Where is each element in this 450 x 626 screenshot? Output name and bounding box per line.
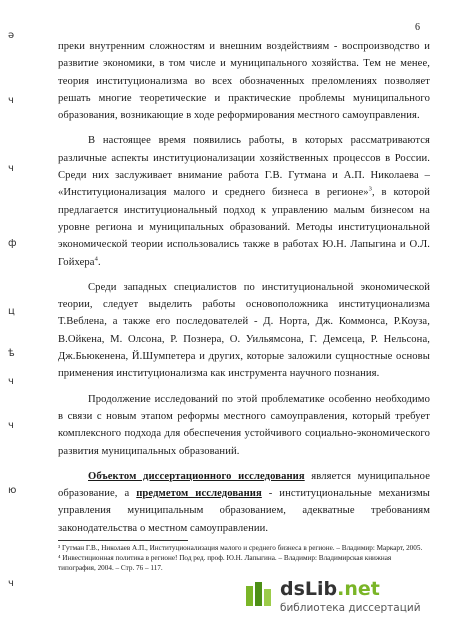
paragraph: Продолжение исследований по этой проблематике особенно необходимо в связи с новым этапом реформы местного самоуправления, который требует комплексного подхода для обеспечения устойчивого социально-экономического развития муниципальных образований. (58, 393, 430, 457)
watermark-brand: dsLib.net (280, 578, 380, 600)
margin-mark: ч (8, 376, 14, 387)
object-term: Объектом диссертационного исследования (88, 470, 305, 482)
margin-mark: ч (8, 420, 14, 431)
watermark-subtitle: библиотека диссертаций (280, 602, 421, 614)
body-text (58, 38, 430, 541)
paragraph-text: является муниципальное образование, а (58, 470, 430, 500)
paragraph: Среди западных специалистов по институциональной экономической теории, следует выделить работы основоположника институционализма Т.Веблена, а также его последователей - Д. Норта, Дж. Коммонса, Р.Коуза, В.Ойкена, М. Олсона, Р. Познера, О. Уильямсона, Г. Демсеца, Р. Нельсона, Дж.Бьюкенена, Й.Шумпетера и других, которые заложили сущностные основы применения институционализма как инструмента научного познания. (58, 281, 430, 380)
dslib-watermark[interactable] (244, 576, 444, 618)
margin-mark: ф (8, 238, 17, 249)
subject-term: предметом исследования (136, 488, 262, 500)
margin-mark: ә (8, 30, 15, 41)
margin-mark: ч (8, 163, 14, 174)
paragraph-text: - институциональные механизмы управления муниципальным образованием, адекватные требованиям законодательства о местном самоуправлении. (58, 488, 430, 534)
paragraph (58, 468, 430, 537)
footnote: ³ Гутман Г.В., Николаев А.П., Институционализация малого и среднего бизнеса в регионе. – Владимир: Маркарт, 2005. (58, 544, 423, 552)
margin-mark: ц (8, 306, 15, 317)
paragraph (58, 132, 430, 270)
footnote-ref: 3 (368, 185, 372, 193)
footnote-divider (58, 540, 188, 541)
page-number: 6 (415, 22, 420, 33)
paragraph: преки внутренним сложностям и внешним воздействиям - воспроизводство и развитие экономики, в том числе и муниципального хозяйства. Тем не менее, теория институционализма во всех обозначенных преломлениях позволяет решать многие теоретические и практические проблемы муниципального образования, возникающие в ходе реформирования местного самоуправления. (58, 41, 430, 122)
margin-marks (0, 0, 30, 626)
paragraph-text: В настоящее время появились работы, в которых рассматриваются различные аспекты институционализации хозяйственных процессов в России. Среди них заслуживает внимание работа Г.В. Гутмана и А.П. Николаева – «Институционализация малого и среднего бизнеса в регионе» (58, 135, 430, 199)
margin-mark: ѣ (8, 348, 15, 359)
margin-mark: ч (8, 578, 14, 589)
margin-mark: ю (8, 485, 17, 496)
footnotes (58, 544, 428, 574)
paragraph-text: , в которой предлагается институциональный подход к управлению малым бизнесом на уровне региона и муниципальных образований. Методы институциональной экономической теории использовались также в работах Ю.Н. Лапыгина и О.Л. Гойхера (58, 187, 430, 268)
footnote-ref: 4 (94, 255, 98, 263)
paragraph-end: . (97, 256, 101, 268)
dslib-logo-icon (244, 580, 274, 610)
footnote: ⁴ Инвестиционная политика в регионе! Под ред. проф. Ю.Н. Лапыгина. – Владимир: Владимирская книжная типография, 2004. – Стр. 76 – 117. (58, 554, 392, 572)
margin-mark: ч (8, 95, 14, 106)
